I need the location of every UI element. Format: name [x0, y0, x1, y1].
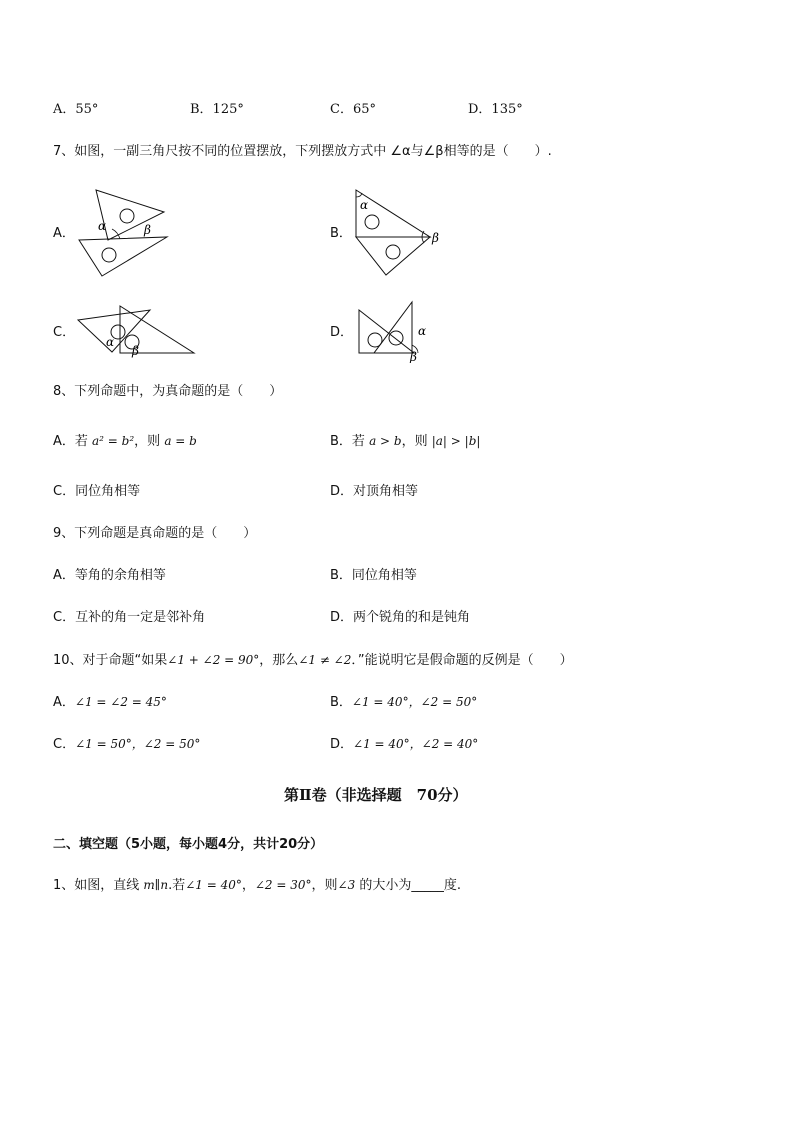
q8-stem: 8、下列命题中，为真命题的是（ ） [53, 384, 283, 399]
q7-b-beta: β [432, 231, 439, 245]
q6-option-d: D．135° [468, 102, 523, 117]
fill-q1-stem: 1、如图，直线 m∥n.若∠1 = 40°，∠2 = 30°，则∠3 的大小为_____度. [53, 878, 462, 893]
q7-c-beta: β [132, 344, 139, 358]
q6-option-a: A．55° [53, 102, 99, 117]
q7-figure-c [72, 302, 202, 362]
q8-option-d: D．对顶角相等 [330, 484, 419, 499]
q7-a-alpha: α [98, 219, 107, 233]
q10-option-d: D．∠1 = 40°，∠2 = 40° [330, 737, 479, 752]
q7-figure-a [72, 185, 172, 280]
section-heading-fill-in: 二、填空题（5小题，每小题4分，共计20分） [53, 837, 324, 852]
q9-option-c: C．互补的角一定是邻补角 [53, 610, 206, 625]
q10-option-b: B．∠1 = 40°，∠2 = 50° [330, 695, 478, 710]
q10-option-a: A．∠1 = ∠2 = 45° [53, 695, 167, 710]
q9-stem: 9、下列命题是真命题的是（ ） [53, 526, 257, 541]
q7-figure-b [348, 185, 448, 280]
q7-figure-d [354, 298, 444, 363]
q6-option-c: C．65° [330, 102, 376, 117]
q8-option-c: C．同位角相等 [53, 484, 141, 499]
q8-option-b: B．若 a > b，则 |a| > |b| [330, 434, 481, 449]
q7-fig-a-label: A． [53, 226, 75, 241]
q7-fig-c-label: C． [53, 325, 76, 340]
q7-fig-d-label: D． [330, 325, 354, 340]
q7-d-beta: β [410, 350, 417, 363]
q7-a-beta: β [144, 223, 151, 237]
q7-d-alpha: α [418, 324, 427, 338]
q7-c-alpha: α [106, 335, 115, 349]
q9-option-a: A．等角的余角相等 [53, 568, 166, 583]
q10-stem: 10、对于命题“如果∠1 + ∠2 = 90°，那么∠1 ≠ ∠2．”能说明它是假命题的反例是（ ） [53, 653, 573, 668]
q7-b-alpha: α [360, 198, 369, 212]
q9-option-d: D．两个锐角的和是钝角 [330, 610, 471, 625]
q7-stem: 7、如图，一副三角尺按不同的位置摆放，下列摆放方式中 ∠α与∠β相等的是（ ）. [53, 144, 552, 159]
q6-option-b: B．125° [190, 102, 244, 117]
part2-title: 第Ⅱ卷（非选择题 70分） [284, 786, 468, 804]
q10-option-c: C．∠1 = 50°，∠2 = 50° [53, 737, 201, 752]
q7-fig-b-label: B． [330, 226, 352, 241]
q8-option-a: A．若 a² = b²，则 a = b [53, 434, 197, 449]
q9-option-b: B．同位角相等 [330, 568, 417, 583]
